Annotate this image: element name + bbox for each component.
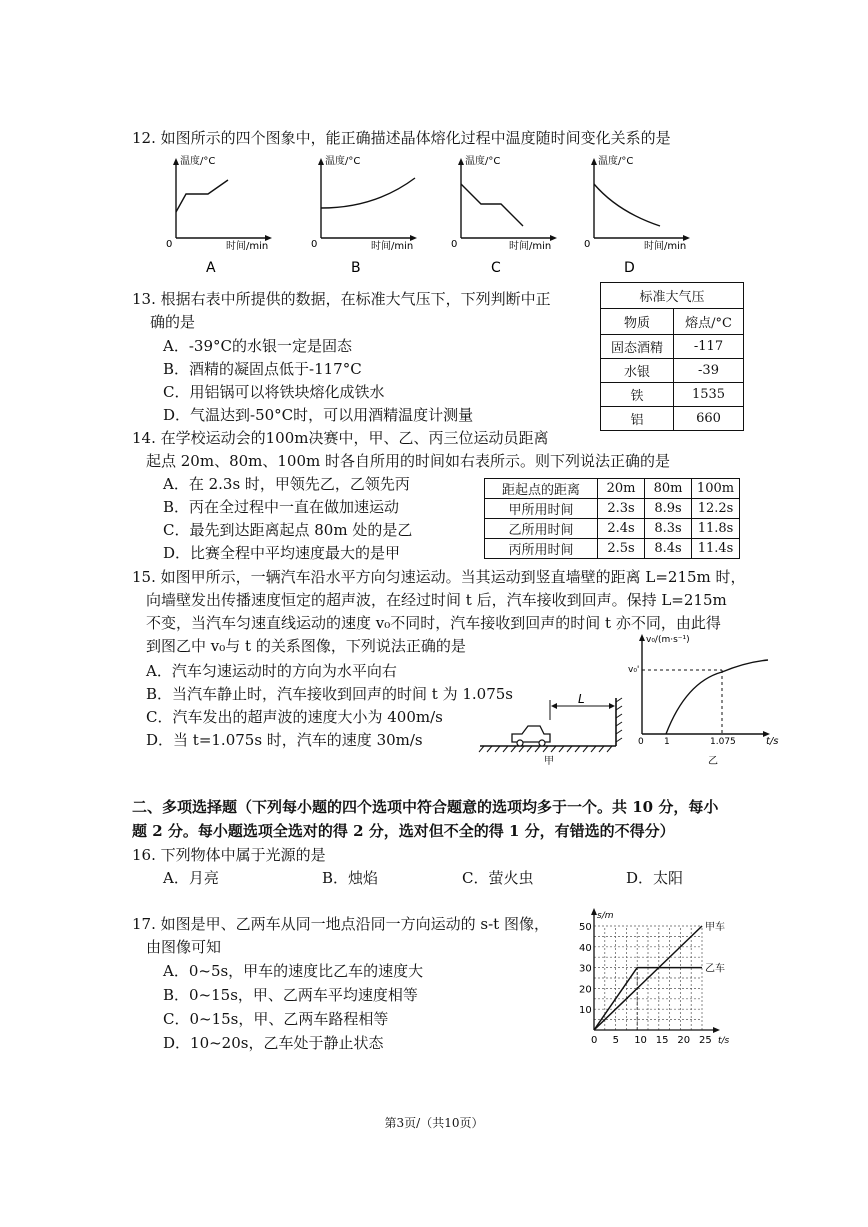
q13-table [600, 282, 744, 431]
q14-table-cell: 12.2s [692, 499, 740, 519]
q14-table-cell: 11.8s [692, 519, 740, 539]
y-tick-label: 10 [579, 1005, 592, 1017]
q14-table-cell: 2.3s [598, 499, 645, 519]
q16-option-b: B．烛焰 [322, 869, 379, 887]
graph-d-ylabel: 温度/°C [598, 156, 634, 167]
y-tick-label: 30 [579, 963, 592, 975]
q14-table-cell: 8.3s [645, 519, 692, 539]
q13-table-header: 熔点/°C [674, 309, 744, 335]
q13-option-d: D．气温达到-50°C时，可以用酒精温度计测量 [163, 406, 474, 424]
y-tick-label: 20 [579, 984, 592, 996]
q15-line-3: 不变，当汽车匀速直线运动的速度 v₀不同时，汽车接收到回声的时间 t 亦不同，由此得 [146, 614, 721, 632]
q17-option-a: A．0~5s，甲车的速度比乙车的速度大 [163, 962, 424, 980]
q13-table-cell: 固态酒精 [601, 335, 674, 359]
graph-d-xlabel: 时间/min [644, 241, 687, 252]
q14-table-header: 20m [598, 479, 645, 499]
graph-a [166, 154, 272, 275]
q14-table-header: 100m [692, 479, 740, 499]
q13-stem-2: 确的是 [150, 313, 196, 331]
section-2-line-2: 题 2 分。每小题选项全选对的得 2 分，选对但不全的得 1 分，有错选的不得分） [132, 822, 675, 840]
q14-option-c: C．最先到达距离起点 80m 处的是乙 [163, 521, 413, 539]
q13-table-cell: -39 [674, 359, 744, 383]
graph-d-letter: D [624, 260, 635, 275]
q14-table-cell: 8.9s [645, 499, 692, 519]
page-footer: 第3页/（共10页） [384, 1116, 484, 1130]
q15-option-a: A．汽车匀速运动时的方向为水平向右 [146, 662, 397, 680]
q15-figure-yi [626, 630, 786, 770]
q13-option-a: A．-39°C的水银一定是固态 [163, 337, 352, 355]
yi-xtick-1: 1 [664, 737, 670, 747]
q15-option-d: D．当 t=1.075s 时，汽车的速度 30m/s [146, 731, 423, 749]
q14-table-header: 80m [645, 479, 692, 499]
q13-table-cell: 铁 [601, 383, 674, 407]
x-tick-label: 25 [699, 1035, 712, 1046]
graph-a-origin: 0 [166, 239, 173, 250]
graph-b-xlabel: 时间/min [371, 241, 414, 252]
y-tick-label: 40 [579, 942, 592, 954]
q14-table-cell: 2.5s [598, 539, 645, 559]
section-2-line-1: 二、多项选择题（下列每小题的四个选项中符合题意的选项均多于一个。共 10 分，每小 [132, 798, 719, 816]
yi-origin: 0 [638, 737, 644, 747]
q13-table-cell: 1535 [674, 383, 744, 407]
graph-a-ylabel: 温度/°C [180, 156, 216, 167]
label-l: L [578, 692, 585, 706]
y-tick-label: 50 [579, 922, 592, 933]
graph-b-letter: B [351, 260, 361, 275]
x-tick-label: 20 [677, 1035, 691, 1046]
q15-line-4: 到图乙中 v₀与 t 的关系图像，下列说法正确的是 [146, 637, 466, 655]
q14-stem-2: 起点 20m、80m、100m 时各自所用的时间如右表所示。则下列说法正确的是 [146, 452, 671, 470]
q14-table-cell: 乙所用时间 [485, 519, 598, 539]
graph-c-xlabel: 时间/min [509, 241, 552, 252]
yi-ylabel: v₀/(m·s⁻¹) [646, 635, 690, 645]
q13-stem-1: 13. 根据右表中所提供的数据，在标准大气压下，下列判断中正 [132, 290, 551, 308]
x-tick-label: 0 [591, 1035, 598, 1046]
q17-option-b: B．0~15s，甲、乙两车平均速度相等 [163, 986, 418, 1004]
q15-line-2: 向墙壁发出传播速度恒定的超声波，在经过时间 t 后，汽车接收到回声。保持 L=215m [146, 591, 727, 609]
q14-stem-1: 14. 在学校运动会的100m决赛中，甲、乙、丙三位运动员距离 [132, 429, 549, 447]
car-icon [512, 726, 550, 746]
series-label: 乙车 [705, 963, 725, 975]
x-tick-label: 10 [634, 1035, 647, 1046]
x-axis-label: t/s [718, 1036, 730, 1046]
q14-table-cell: 11.4s [692, 539, 740, 559]
q14-table [484, 478, 740, 559]
q17-stem-1: 17. 如图是甲、乙两车从同一地点沿同一方向运动的 s-t 图像， [132, 915, 549, 933]
q15-option-b: B．当汽车静止时，汽车接收到回声的时间 t 为 1.075s [146, 685, 513, 703]
graph-c-letter: C [491, 260, 501, 275]
caption-yi: 乙 [708, 756, 718, 767]
q16-option-d: D．太阳 [626, 869, 684, 887]
yi-xlabel: t/s [766, 736, 779, 747]
q17-stem-2: 由图像可知 [146, 938, 222, 956]
q17-option-d: D．10~20s，乙车处于静止状态 [163, 1034, 384, 1052]
q14-table-cell: 8.4s [645, 539, 692, 559]
q14-table-cell: 甲所用时间 [485, 499, 598, 519]
q14-table-header: 距起点的距离 [485, 479, 598, 499]
q17-option-c: C．0~15s，甲、乙两车路程相等 [163, 1010, 389, 1028]
series-label: 甲车 [705, 922, 725, 933]
q16-option-a: A．月亮 [163, 869, 219, 887]
q15-line-1: 15. 如图甲所示，一辆汽车沿水平方向匀速运动。当其运动到竖直墙壁的距离 L=215m 时， [132, 568, 746, 586]
graph-b-origin: 0 [311, 239, 318, 250]
x-tick-label: 5 [612, 1035, 619, 1046]
caption-jia: 甲 [544, 756, 554, 767]
graph-b-ylabel: 温度/°C [325, 156, 361, 167]
st-chart [576, 906, 756, 1046]
graph-c [451, 154, 557, 275]
q13-table-cell: 铝 [601, 407, 674, 431]
graph-a-xlabel: 时间/min [226, 241, 269, 252]
q12-stem: 12. 如图所示的四个图象中，能正确描述晶体熔化过程中温度随时间变化关系的是 [132, 129, 671, 147]
graph-c-ylabel: 温度/°C [465, 156, 501, 167]
graph-d [584, 154, 690, 275]
q13-option-c: C．用铝锅可以将铁块熔化成铁水 [163, 383, 385, 401]
q14-option-a: A．在 2.3s 时，甲领先乙，乙领先丙 [163, 475, 410, 493]
graph-c-origin: 0 [451, 239, 458, 250]
graph-d-origin: 0 [584, 239, 591, 250]
yi-ytick: v₀' [628, 665, 640, 675]
q14-table-cell: 2.4s [598, 519, 645, 539]
graph-b [311, 154, 417, 275]
q16-stem: 16. 下列物体中属于光源的是 [132, 846, 326, 864]
x-axis-arrow [713, 1027, 720, 1033]
y-axis-label: s/m [597, 911, 614, 921]
x-tick-label: 15 [655, 1035, 669, 1046]
q14-option-d: D．比赛全程中平均速度最大的是甲 [163, 544, 401, 562]
q13-table-title: 标准大气压 [601, 283, 744, 309]
q16-option-c: C．萤火虫 [462, 869, 534, 887]
q14-option-b: B．丙在全过程中一直在做加速运动 [163, 498, 400, 516]
q13-table-cell: -117 [674, 335, 744, 359]
q13-table-cell: 660 [674, 407, 744, 431]
q13-option-b: B．酒精的凝固点低于-117°C [163, 360, 362, 378]
graph-a-letter: A [206, 260, 216, 275]
q15-figure-jia [478, 690, 628, 770]
q13-table-cell: 水银 [601, 359, 674, 383]
yi-xtick-2: 1.075 [710, 737, 736, 747]
q15-option-c: C．汽车发出的超声波的速度大小为 400m/s [146, 708, 443, 726]
q14-table-cell: 丙所用时间 [485, 539, 598, 559]
q12-graphs [150, 150, 750, 275]
q13-table-header: 物质 [601, 309, 674, 335]
